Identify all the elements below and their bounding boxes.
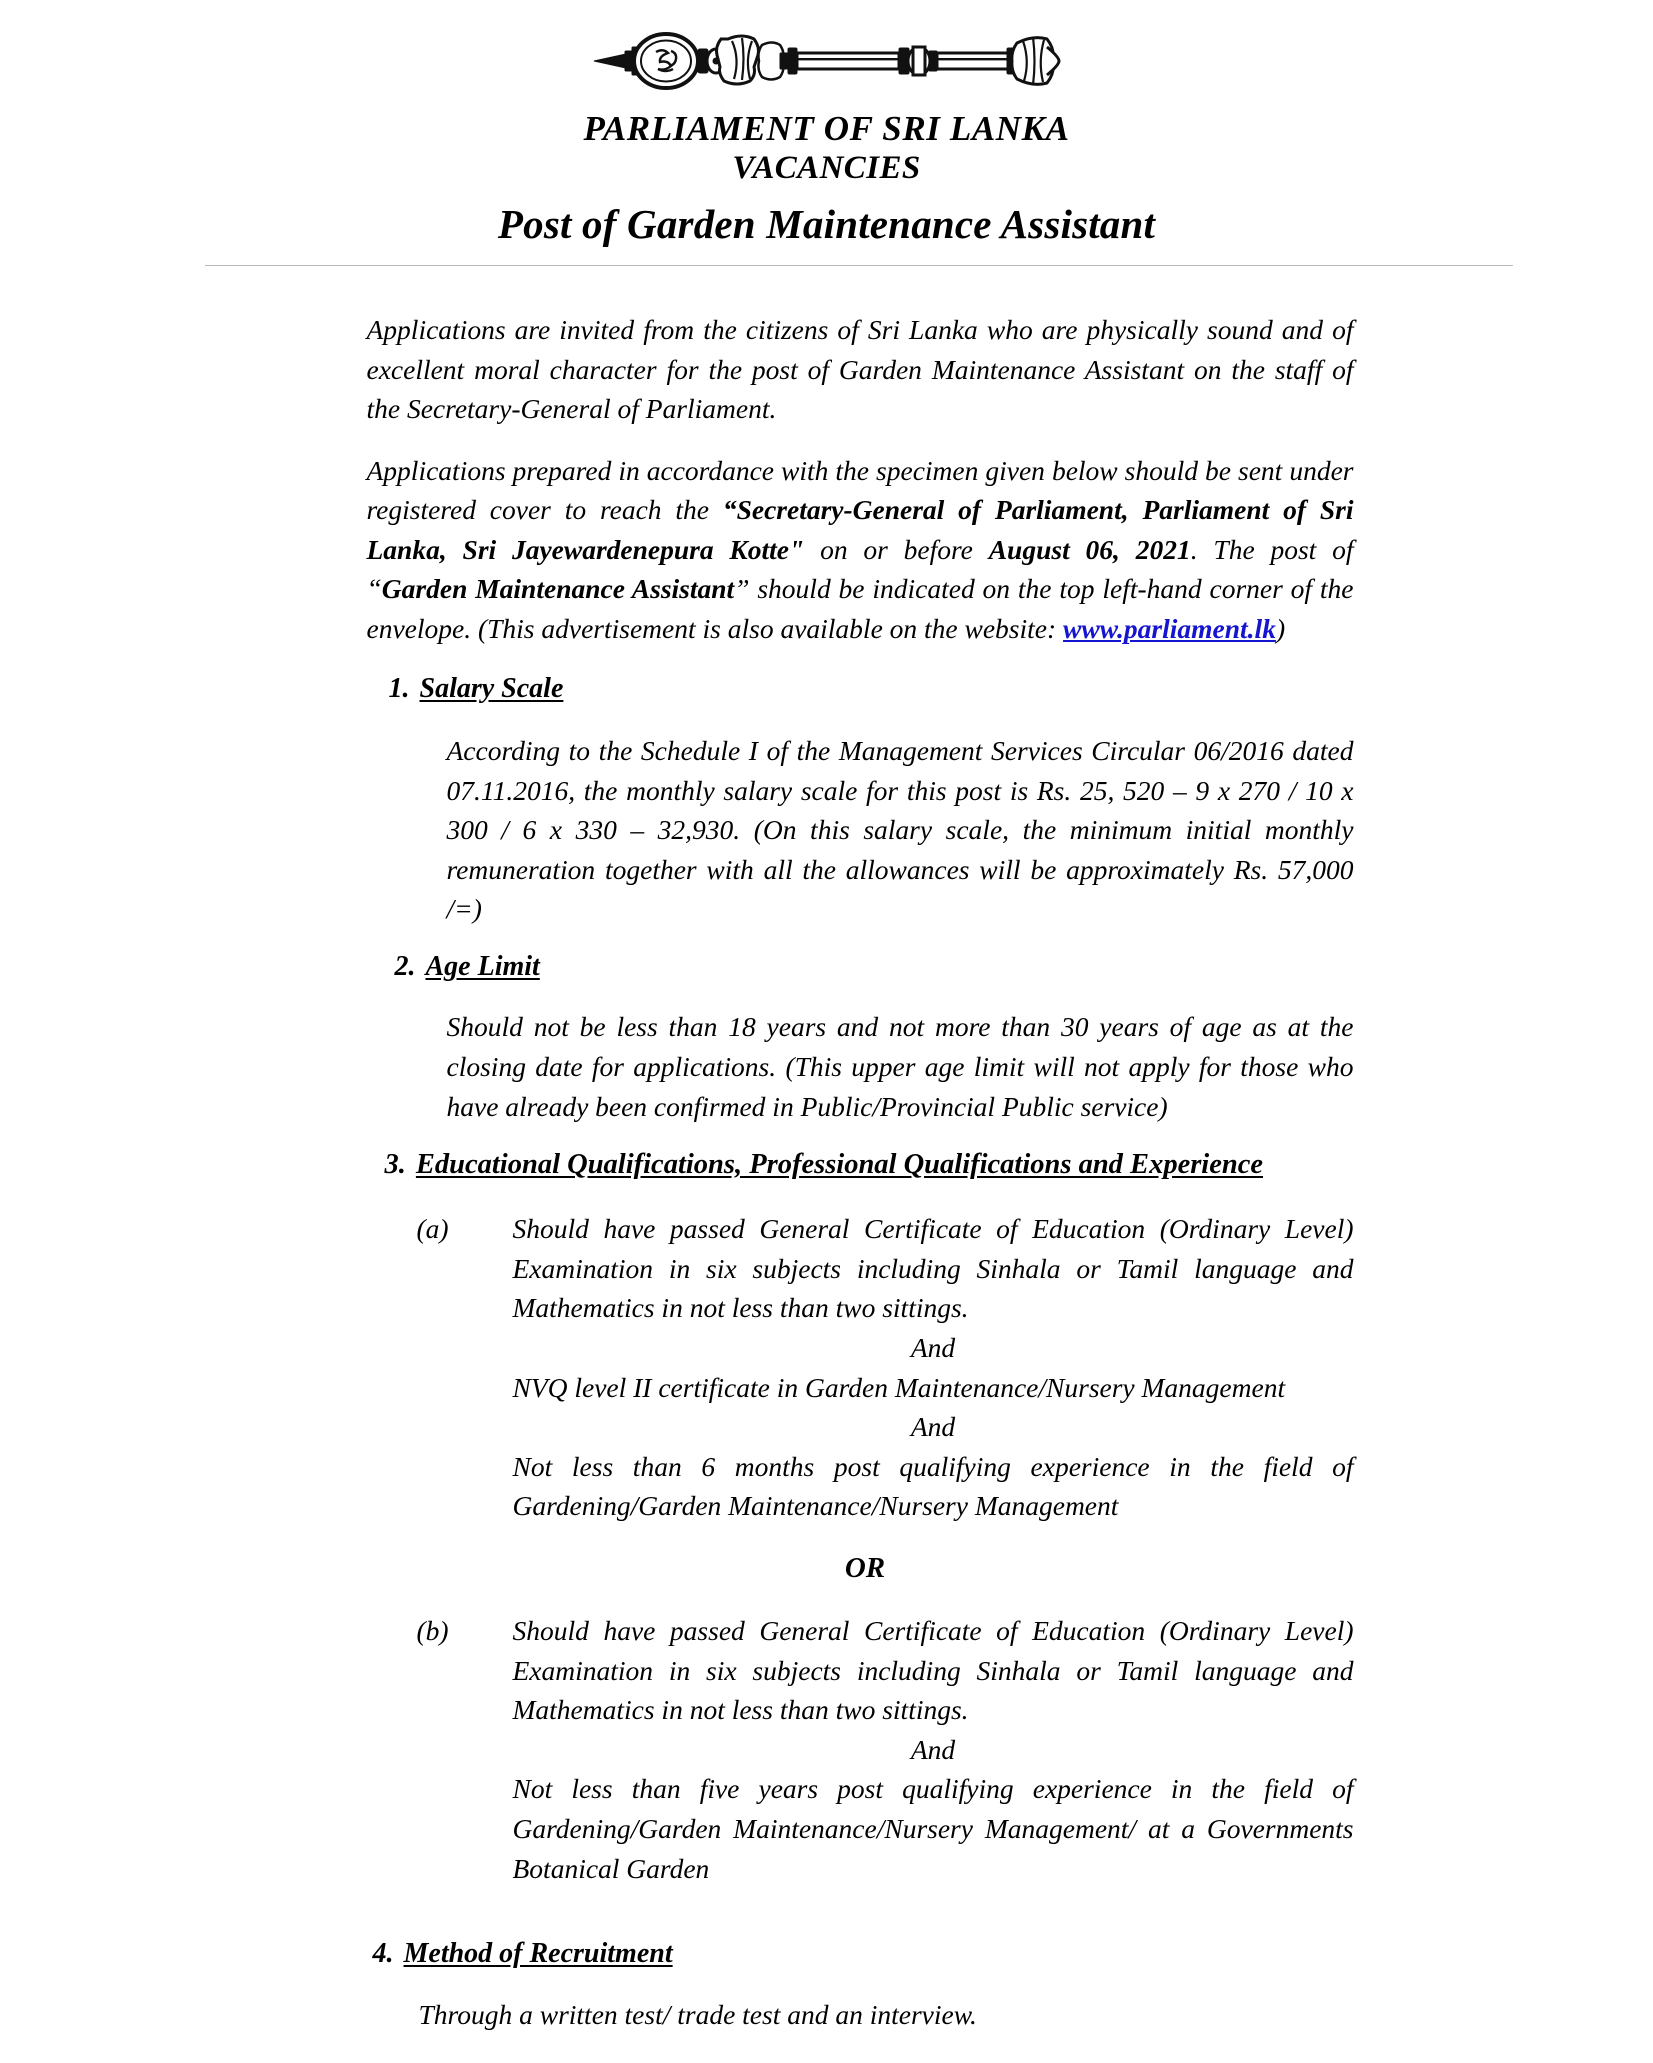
intro-p2-part3: . The post of “ [366,533,1354,605]
document-body [167,310,1487,2034]
section-4-number: 4. [372,1938,394,1970]
section-1-title: Salary Scale [419,672,564,704]
section-3-title: Educational Qualifications, Professional Qualifications and Experience [415,1149,1264,1181]
section-3-heading [385,1146,1354,1183]
intro-paragraph-2 [367,451,1354,649]
organization-title: PARLIAMENT OF SRI LANKA [583,109,1070,148]
option-b-line-1: Should have passed General Certificate of Education (Ordinary Level) Examination in six subjects including Sinhala or Tamil language and Mathematics in not less than two sittings. [512,1615,1354,1726]
section-educational-qualifications [367,1146,1354,1888]
intro-p2-part1: Applications prepared in accordance with the specimen given below should be sent under registered cover to reach the [366,454,1354,526]
section-3-number: 3. [384,1149,406,1181]
option-a-conjunction-2: And [910,1411,956,1443]
section-4-heading [373,1936,1354,1972]
option-a-line-1: Should have passed General Certificate of Education (Ordinary Level) Examination in six subjects including Sinhala or Tamil language and Mathematics in not less than two sittings. [512,1213,1354,1324]
vacancies-subtitle: VACANCIES [732,149,921,186]
option-b-body [513,1611,1354,1888]
addressee-text: “Secretary-General of Parliament, Parliament of Sri Lanka, Sri Jayewardenepura Kotte" [366,494,1354,565]
qualification-option-a [417,1209,1354,1526]
section-2-body: Should not be less than 18 years and not more than 30 years of age as at the closing date for applications. (This upper age limit will not apply for those who have already been confirmed in Public/Provincial Public service) [446,1011,1354,1122]
parliament-website-link[interactable]: www.parliament.lk [1063,613,1276,645]
option-b-letter: (b) [416,1615,449,1646]
intro-p2-part4: ” should be indicated on the top left-hand corner of the envelope. (This advertisement is also available on the website: [366,573,1354,645]
qualification-option-b [417,1611,1354,1888]
option-b-conjunction-1: And [910,1733,956,1765]
option-a-letter: (a) [416,1213,449,1245]
section-2-number: 2. [394,951,416,983]
intro-paragraph-1: Applications are invited from the citizens of Sri Lanka who are physically sound and of excellent moral character for the post of Garden Maintenance Assistant on the staff of the Secretary-General of Parliament. [366,313,1354,425]
masthead [0,0,1653,266]
deadline-date: August 06, 2021 [988,533,1191,565]
section-4-title: Method of Recruitment [403,1938,673,1970]
option-a-conjunction-1: And [910,1332,956,1364]
section-1-body: According to the Schedule I of the Management Services Circular 06/2016 dated 07.11.2016, the monthly salary scale for this post is Rs. 25, 520 – 9 x 270 / 10 x 300 / 6 x 330 – 32,930. (On this salary scale, the minimum initial monthly remuneration together with all the allowances will be approximately Rs. 57,000 /=) [446,735,1354,925]
section-salary-scale [367,671,1354,929]
intro-p2-part2: on or before [804,533,989,565]
section-2-heading [395,949,1354,985]
page-title: Post of Garden Maintenance Assistant [497,200,1156,247]
section-1-number: 1. [388,672,410,704]
section-method-of-recruitment [367,1936,1354,2034]
section-age-limit [367,949,1354,1126]
option-separator-or: OR [844,1552,886,1584]
option-a-line-2: NVQ level II certificate in Garden Maintenance/Nursery Management [512,1371,1286,1403]
post-name-inline: Garden Maintenance Assistant [381,573,735,605]
intro-p2-part5: ) [1275,613,1286,645]
parliament-mace-icon [0,14,1653,106]
section-4-body: Through a written test/ trade test and an interview. [418,1998,977,2030]
option-a-line-3: Not less than 6 months post qualifying experience in the field of Gardening/Garden Maintenance/Nursery Management [512,1450,1354,1522]
section-2-title: Age Limit [425,951,540,983]
option-a-body [513,1209,1354,1526]
section-1-heading [389,671,1354,707]
header-divider [205,265,1513,266]
option-b-line-2: Not less than five years post qualifying experience in the field of Gardening/Garden Maintenance/Nursery Management/ at a Governments Botanical Garden [512,1773,1354,1884]
